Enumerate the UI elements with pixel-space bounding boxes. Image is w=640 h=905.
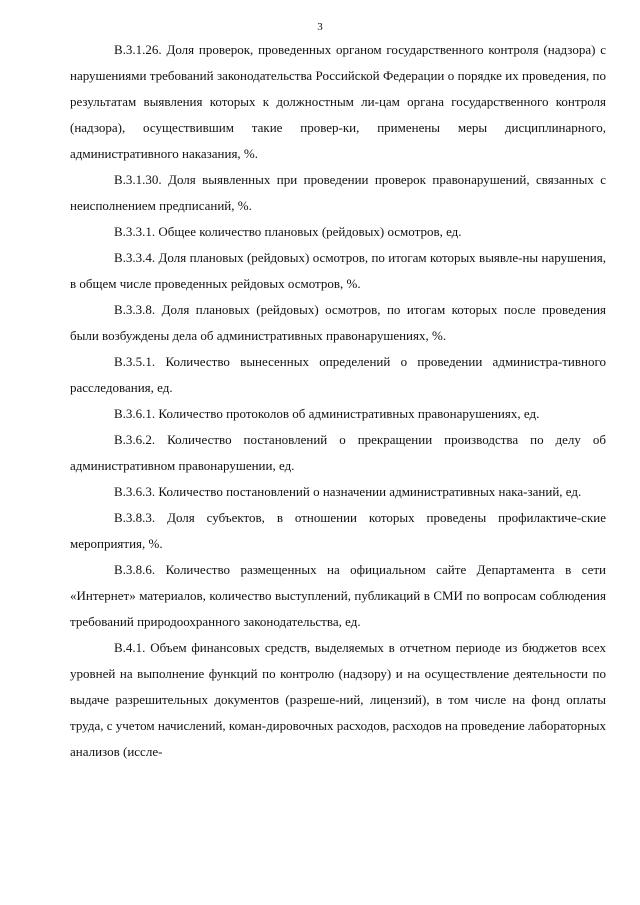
page-number: 3 (317, 21, 323, 33)
paragraph: В.3.8.6. Количество размещенных на официальном сайте Департамента в сети «Интернет» материалов, количество выступлений, публикаций в СМИ по вопросам соблюдения требований природоохранного законодательства, ед. (70, 562, 606, 629)
paragraph: В.3.5.1. Количество вынесенных определений о проведении администра-тивного расследования, ед. (70, 354, 606, 395)
paragraph: В.3.6.2. Количество постановлений о прекращении производства по делу об административном правонарушении, ед. (70, 432, 606, 473)
paragraph: В.3.6.1. Количество протоколов об административных правонарушениях, ед. (114, 406, 540, 421)
paragraph: В.3.3.4. Доля плановых (рейдовых) осмотров, по итогам которых выявле-ны нарушения, в общем числе проведенных рейдовых осмотров, %. (70, 250, 606, 291)
paragraph: В.4.1. Объем финансовых средств, выделяемых в отчетном периоде из бюджетов всех уровней на выполнение функций по контролю (надзору) и на осуществление деятельности по выдаче разрешительных документов (разреше-ний, лицензий), в том числе на фонд оплаты труда, с учетом начислений, коман-дировочных расходов, расходов на проведение лабораторных анализов (иссле- (70, 640, 606, 759)
paragraph: В.3.1.26. Доля проверок, проведенных органом государственного контроля (надзора) с нарушениями требований законодательства Российской Федерации о порядке их проведения, по результатам выявления которых к должностным ли-цам органа государственного контроля (надзора), осуществившим такие провер-ки, применены меры дисциплинарного, административного наказания, %. (70, 42, 606, 161)
paragraph: В.3.8.3. Доля субъектов, в отношении которых проведены профилактиче-ские мероприятия, %. (70, 510, 606, 551)
paragraph: В.3.3.1. Общее количество плановых (рейдовых) осмотров, ед. (114, 224, 462, 239)
document-body (70, 37, 606, 765)
paragraph: В.3.3.8. Доля плановых (рейдовых) осмотров, по итогам которых после проведения были возбуждены дела об административных правонарушениях, %. (70, 302, 606, 343)
paragraph: В.3.1.30. Доля выявленных при проведении проверок правонарушений, связанных с неисполнением предписаний, %. (70, 172, 606, 213)
paragraph: В.3.6.3. Количество постановлений о назначении административных нака-заний, ед. (114, 484, 582, 499)
